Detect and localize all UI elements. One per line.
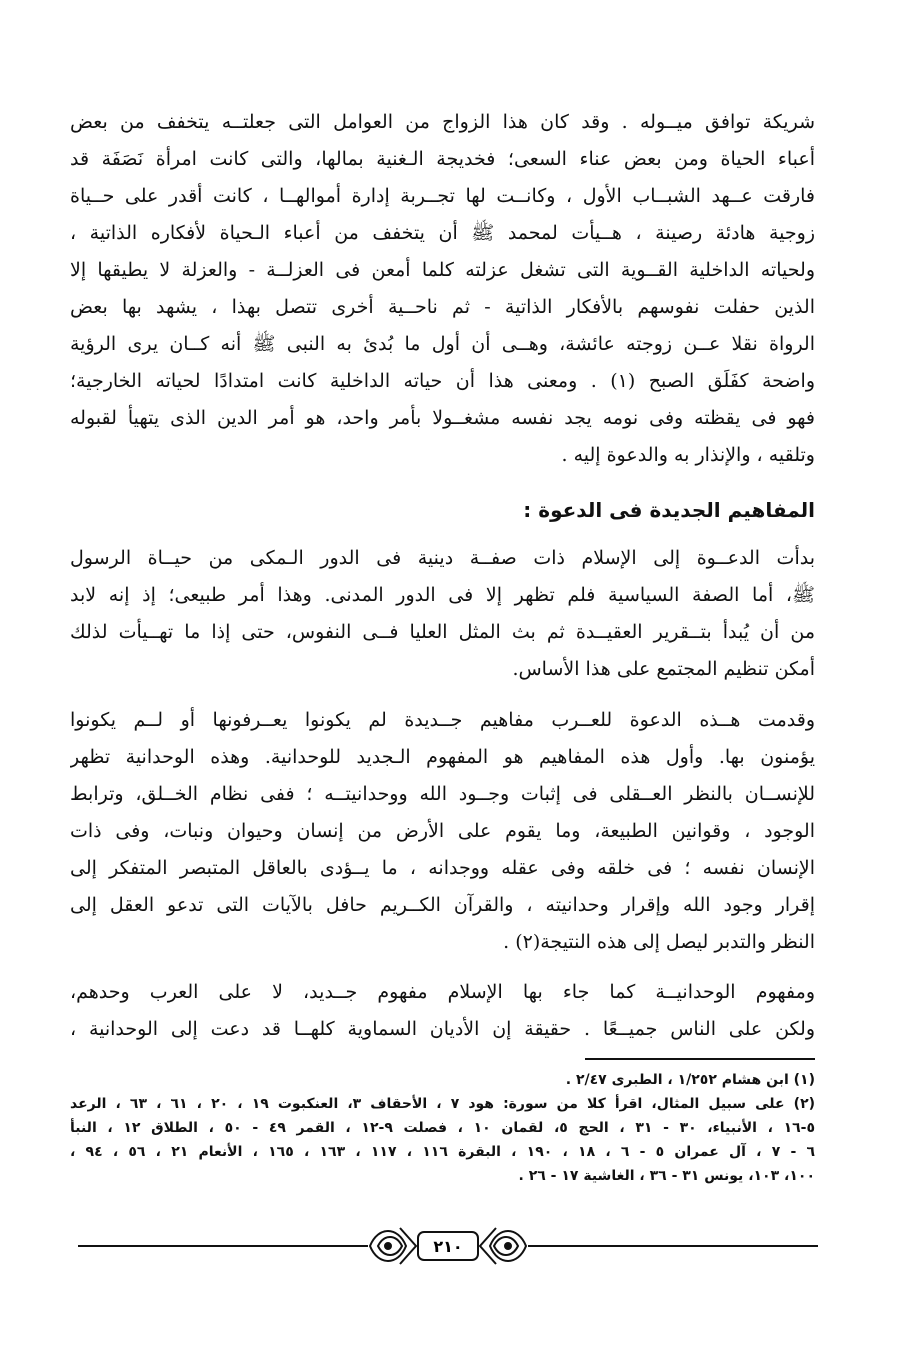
footnote-2-line: ١٠٠، ١٠٣، يونس ٣١ - ٣٦ ، الغاشية ١٧ - ٢٦ . bbox=[518, 1168, 815, 1184]
page-footer bbox=[78, 1216, 818, 1276]
footnote-1: (١) ابن هشام ١/٢٥٢ ، الطبرى ٢/٤٧ . bbox=[565, 1072, 815, 1088]
text-line: الإنسان نفسه ؛ فى خلقه وفى عقله ووجدانه ، ما يــؤدى بالعاقل المتبصر المتفكر إلى bbox=[70, 857, 815, 879]
paragraph-4 bbox=[70, 974, 815, 1048]
section-heading: المفاهيم الجديدة فى الدعوة : bbox=[523, 498, 815, 522]
text-line: الرواة نقلا عــن زوجته عائشة، وهــى أن أول ما بُدئ به النبى ﷺ أنه كــان يرى الرؤية bbox=[70, 333, 815, 355]
text-line: فارقت عــهد الشبــاب الأول ، وكانــت لها تجــربة إدارة أموالهــا ، كانت أقدر على حــياة bbox=[70, 185, 815, 207]
footnote-2-line: ٦ - ٧ ، آل عمران ٥ - ٦ ، ١٨ ، ١٩٠ ، البقرة ١١٦ ، ١١٧ ، ١٦٣ ، ١٦٥ ، الأنعام ٢١ ، ٥٦ ، ٩٤ ، bbox=[70, 1144, 815, 1160]
page-number: ٢١٠ bbox=[433, 1237, 463, 1256]
text-line: للإنســان بالنظر العــقلى فى إثبات وجــود الله ووحدانيتــه ؛ ففى نظام الخــلق، وترابط bbox=[70, 783, 815, 805]
text-line: من أن يُبدأ بتــقرير العقيــدة ثم بث المثل العليا فــى النفوس، حتى إذا ما تهــيأت لذلك bbox=[70, 621, 815, 643]
footer-ornament bbox=[78, 1216, 818, 1276]
text-line: أعباء الحياة ومن بعض عناء السعى؛ فخديجة الـغنية بمالها، والتى كانت امرأة نَصَفَة قد bbox=[70, 148, 815, 170]
text-line: زوجية هادئة رصينة ، هــيأت لمحمد ﷺ أن يتخفف من أعباء الـحياة لأفكاره الذاتية ، bbox=[70, 222, 815, 244]
footnote-2-line: (٢) على سبيل المثال، اقرأ كلا من سورة: هود ٧ ، الأحقاف ٣، العنكبوت ١٩ ، ٢٠ ، ٦١ ، ٦٣ ، الرعد bbox=[70, 1096, 815, 1112]
text-line: النظر والتدبر ليصل إلى هذه النتيجة(٢) . bbox=[503, 931, 815, 953]
paragraph-3 bbox=[70, 702, 815, 961]
paragraph-1 bbox=[70, 104, 815, 474]
footnotes bbox=[70, 1068, 815, 1188]
text-line: الذين حفلت نفوسهم بالأفكار الذاتية - ثم ناحــية أخرى تتصل بهذا ، يشهد بها بعض bbox=[70, 296, 815, 318]
text-line: وقدمت هــذه الدعوة للعــرب مفاهيم جــديدة لم يكونوا يعــرفونها أو لــم يكونوا bbox=[70, 709, 815, 731]
footnote-2-line: ٥-١٦ ، الأنبياء، ٣٠ - ٣١ ، الحج ٥، لقمان ١٠ ، فصلت ٩-١٢ ، القمر ٤٩ - ٥٠ ، الطلاق ١٢ ، النبأ bbox=[70, 1120, 815, 1136]
text-line: شريكة توافق ميــوله . وقد كان هذا الزواج من العوامل التى جعلتــه يتخفف من بعض bbox=[70, 111, 815, 133]
footnote-divider bbox=[585, 1058, 815, 1060]
knot-ornament-icon bbox=[370, 1228, 416, 1264]
text-line: يؤمنون بها. وأول هذه المفاهيم هو المفهوم الـجديد للوحدانية. وهذه الوحدانية تظهر bbox=[70, 746, 815, 768]
text-line: بدأت الدعــوة إلى الإسلام ذات صفــة دينية فى الدور الـمكى من حيــاة الرسول bbox=[70, 547, 815, 569]
knot-ornament-icon bbox=[480, 1228, 526, 1264]
text-line: ﷺ، أما الصفة السياسية فلم تظهر إلا فى الدور المدنى. وهذا أمر طبيعى؛ إذ إنه لابد bbox=[70, 584, 815, 606]
text-line: فهو فى يقظته وفى نومه يجد نفسه مشغــولا بأمر واحد، هو أمر الدين الذى يتهيأ لقبوله bbox=[70, 407, 815, 429]
text-line: واضحة كفَلَق الصبح (١) . ومعنى هذا أن حياته الداخلية كانت امتدادًا لحياته الخارجية؛ bbox=[70, 370, 815, 392]
text-line: إقرار وجود الله وإقرار وحدانيته ، والقرآن الكــريم حافل بالآيات التى تدعو العقل إلى bbox=[70, 894, 815, 916]
text-line: وتلقيه ، والإنذار به والدعوة إليه . bbox=[561, 444, 815, 466]
text-line: ولحياته الداخلية القــوية التى تشغل عزلته كلما أمعن فى العزلــة - والعزلة لا يطيقها إلا bbox=[70, 259, 815, 281]
paragraph-2 bbox=[70, 540, 815, 688]
text-line: أمكن تنظيم المجتمع على هذا الأساس. bbox=[512, 658, 815, 680]
text-line: الوجود ، وقوانين الطبيعة، وما يقوم على الأرض من إنسان وحيوان ونبات، وفى ذات bbox=[70, 820, 815, 842]
text-line: ولكن على الناس جميــعًا . حقيقة إن الأديان السماوية كلهــا قد دعت إلى الوحدانية ، bbox=[70, 1018, 815, 1040]
text-line: ومفهوم الوحدانيــة كما جاء بها الإسلام مفهوم جــديد، لا على العرب وحدهم، bbox=[70, 981, 815, 1003]
